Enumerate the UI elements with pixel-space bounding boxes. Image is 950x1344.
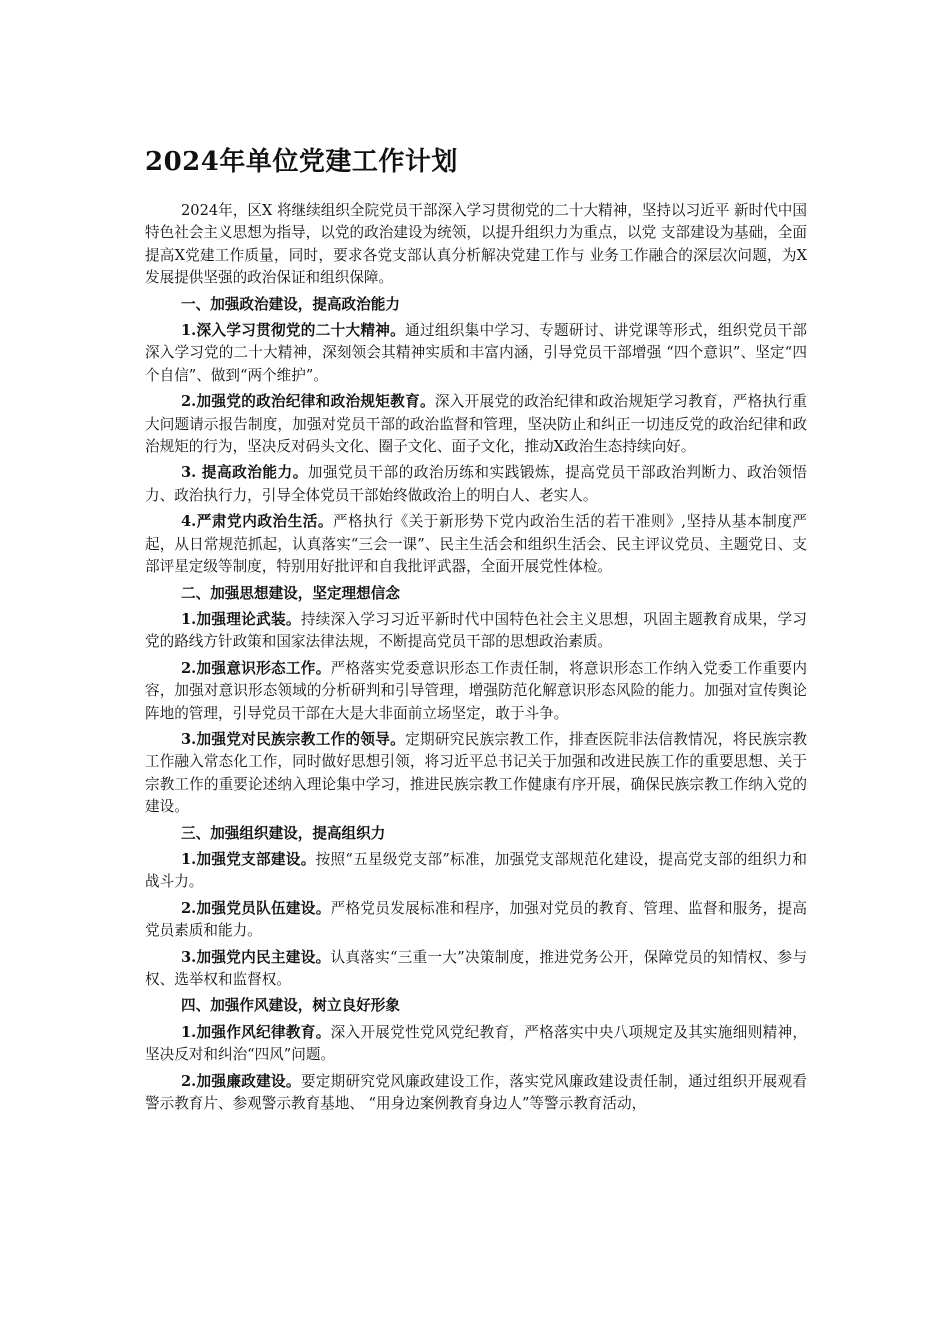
section-3-item-3 bbox=[145, 947, 807, 992]
item-text: 定期研究民族宗教工作，排查医院非法信教情况，将民族宗教工作融入常态化工作，同时做好思想引领，将习近平总书记关于加强和改进民族工作的重要思想、关于宗教工作的重要论述纳入理论集中学习，推进民族宗教工作健康有序开展，确保民族宗教工作纳入党的建设。 bbox=[145, 730, 807, 816]
section-heading-1: 一、加强政治建设，提高政治能力 bbox=[181, 295, 400, 313]
item-lead: 3.加强党内民主建设。 bbox=[181, 948, 331, 966]
section-1-item-1 bbox=[145, 320, 807, 387]
item-lead: 1.深入学习贯彻党的二十大精神。 bbox=[181, 322, 406, 340]
item-text: 严格党员发展标准和程序，加强对党员的教育、管理、监督和服务，提高党员素质和能力。 bbox=[145, 899, 807, 940]
section-1-item-4 bbox=[145, 511, 807, 578]
item-text: 要定期研究党风廉政建设工作，落实党风廉政建设责任制，通过组织开展观看警示教育片、参观警示教育基地、 “用身边案例教育身边人”等警示教育活动， bbox=[145, 1072, 807, 1113]
section-heading-4: 四、加强作风建设，树立良好形象 bbox=[181, 997, 400, 1015]
item-text: 深入开展党的政治纪律和政治规矩学习教育，严格执行重大问题请示报告制度，加强对党员干部的政治监督和管理，坚决防止和纠正一切违反党的政治纪律和政治规矩的行为，坚决反对码头文化、圈子文化、面子文化，推动X政治生态持续向好。 bbox=[145, 393, 807, 456]
document-page bbox=[145, 142, 807, 1119]
item-text: 认真落实“三重一大”决策制度，推进党务公开，保障党员的知情权、参与权、选举权和监督权。 bbox=[145, 948, 807, 988]
item-text: 严格执行《关于新形势下党内政治生活的若干准则》,坚持从基本制度严起，从日常规范抓起，认真落实“三会一课”、民主生活会和组织生活会、民主评议党员、主题党日、支部评星定级等制度，特别用好批评和自我批评武器，全面开展党性体检。 bbox=[145, 513, 807, 576]
section-2-item-3 bbox=[145, 729, 807, 819]
item-text: 深入开展党性党风党纪教育，严格落实中央八项规定及其实施细则精神，坚决反对和纠治“四风”问题。 bbox=[145, 1023, 807, 1064]
item-lead: 1.加强理论武装。 bbox=[181, 610, 301, 628]
section-4-item-1 bbox=[145, 1022, 807, 1067]
item-text: 加强党员干部的政治历练和实践锻炼，提高党员干部政治判断力、政治领悟力、政治执行力，引导全体党员干部始终做政治上的明白人、老实人。 bbox=[145, 464, 807, 504]
item-lead: 4.严肃党内政治生活。 bbox=[181, 513, 334, 531]
section-4-item-2 bbox=[145, 1071, 807, 1116]
item-lead: 2.加强党员队伍建设。 bbox=[181, 899, 331, 917]
section-1-item-2 bbox=[145, 391, 807, 458]
section-2-item-1 bbox=[145, 609, 807, 654]
document-title: 2024年单位党建工作计划 bbox=[145, 147, 458, 177]
item-text: 持续深入学习习近平新时代中国特色社会主义思想，巩固主题教育成果，学习党的路线方针政策和国家法律法规，不断提高党员干部的思想政治素质。 bbox=[145, 610, 807, 651]
section-heading-2: 二、加强思想建设，坚定理想信念 bbox=[181, 584, 400, 602]
section-3-item-1 bbox=[145, 849, 807, 894]
item-lead: 1.加强作风纪律教育。 bbox=[181, 1023, 331, 1041]
item-lead: 1.加强党支部建设。 bbox=[181, 850, 316, 868]
item-lead: 2.加强党的政治纪律和政治规矩教育。 bbox=[181, 393, 435, 411]
item-text: 严格落实党委意识形态工作责任制，将意识形态工作纳入党委工作重要内容，加强对意识形态领域的分析研判和引导管理，增强防范化解意识形态风险的能力。加强对宣传舆论阵地的管理，引导党员干部在大是大非面前立场坚定，敢于斗争。 bbox=[145, 659, 807, 722]
item-text: 通过组织集中学习、专题研讨、讲党课等形式，组织党员干部深入学习党的二十大精神，深刻领会其精神实质和丰富内涵，引导党员干部增强 “四个意识”、坚定“四个自信”、做到“两个维护”。 bbox=[145, 322, 807, 384]
section-1-item-3 bbox=[145, 462, 807, 507]
intro-paragraph: 2024年，区X 将继续组织全院党员干部深入学习贯彻党的二十大精神，坚持以习近平 新时代中国特色社会主义思想为指导，以党的政治建设为统领，以提升组织力为重点，以党 支部建设为基础，全面提高X党建工作质量，同时，要求各党支部认真分析解决党建工作与 业务工作融合的深层次问题，为X发展提供坚强的政治保证和组织保障。 bbox=[145, 202, 807, 287]
item-lead: 2.加强意识形态工作。 bbox=[181, 659, 331, 677]
item-lead: 3.加强党对民族宗教工作的领导。 bbox=[181, 730, 406, 748]
item-lead: 3. 提高政治能力。 bbox=[181, 464, 308, 482]
section-3-item-2 bbox=[145, 898, 807, 943]
item-text: 按照“五星级党支部”标准，加强党支部规范化建设，提高党支部的组织力和战斗力。 bbox=[145, 850, 807, 891]
section-2-item-2 bbox=[145, 658, 807, 725]
section-heading-3: 三、加强组织建设，提高组织力 bbox=[181, 824, 386, 842]
item-lead: 2.加强廉政建设。 bbox=[181, 1072, 301, 1090]
